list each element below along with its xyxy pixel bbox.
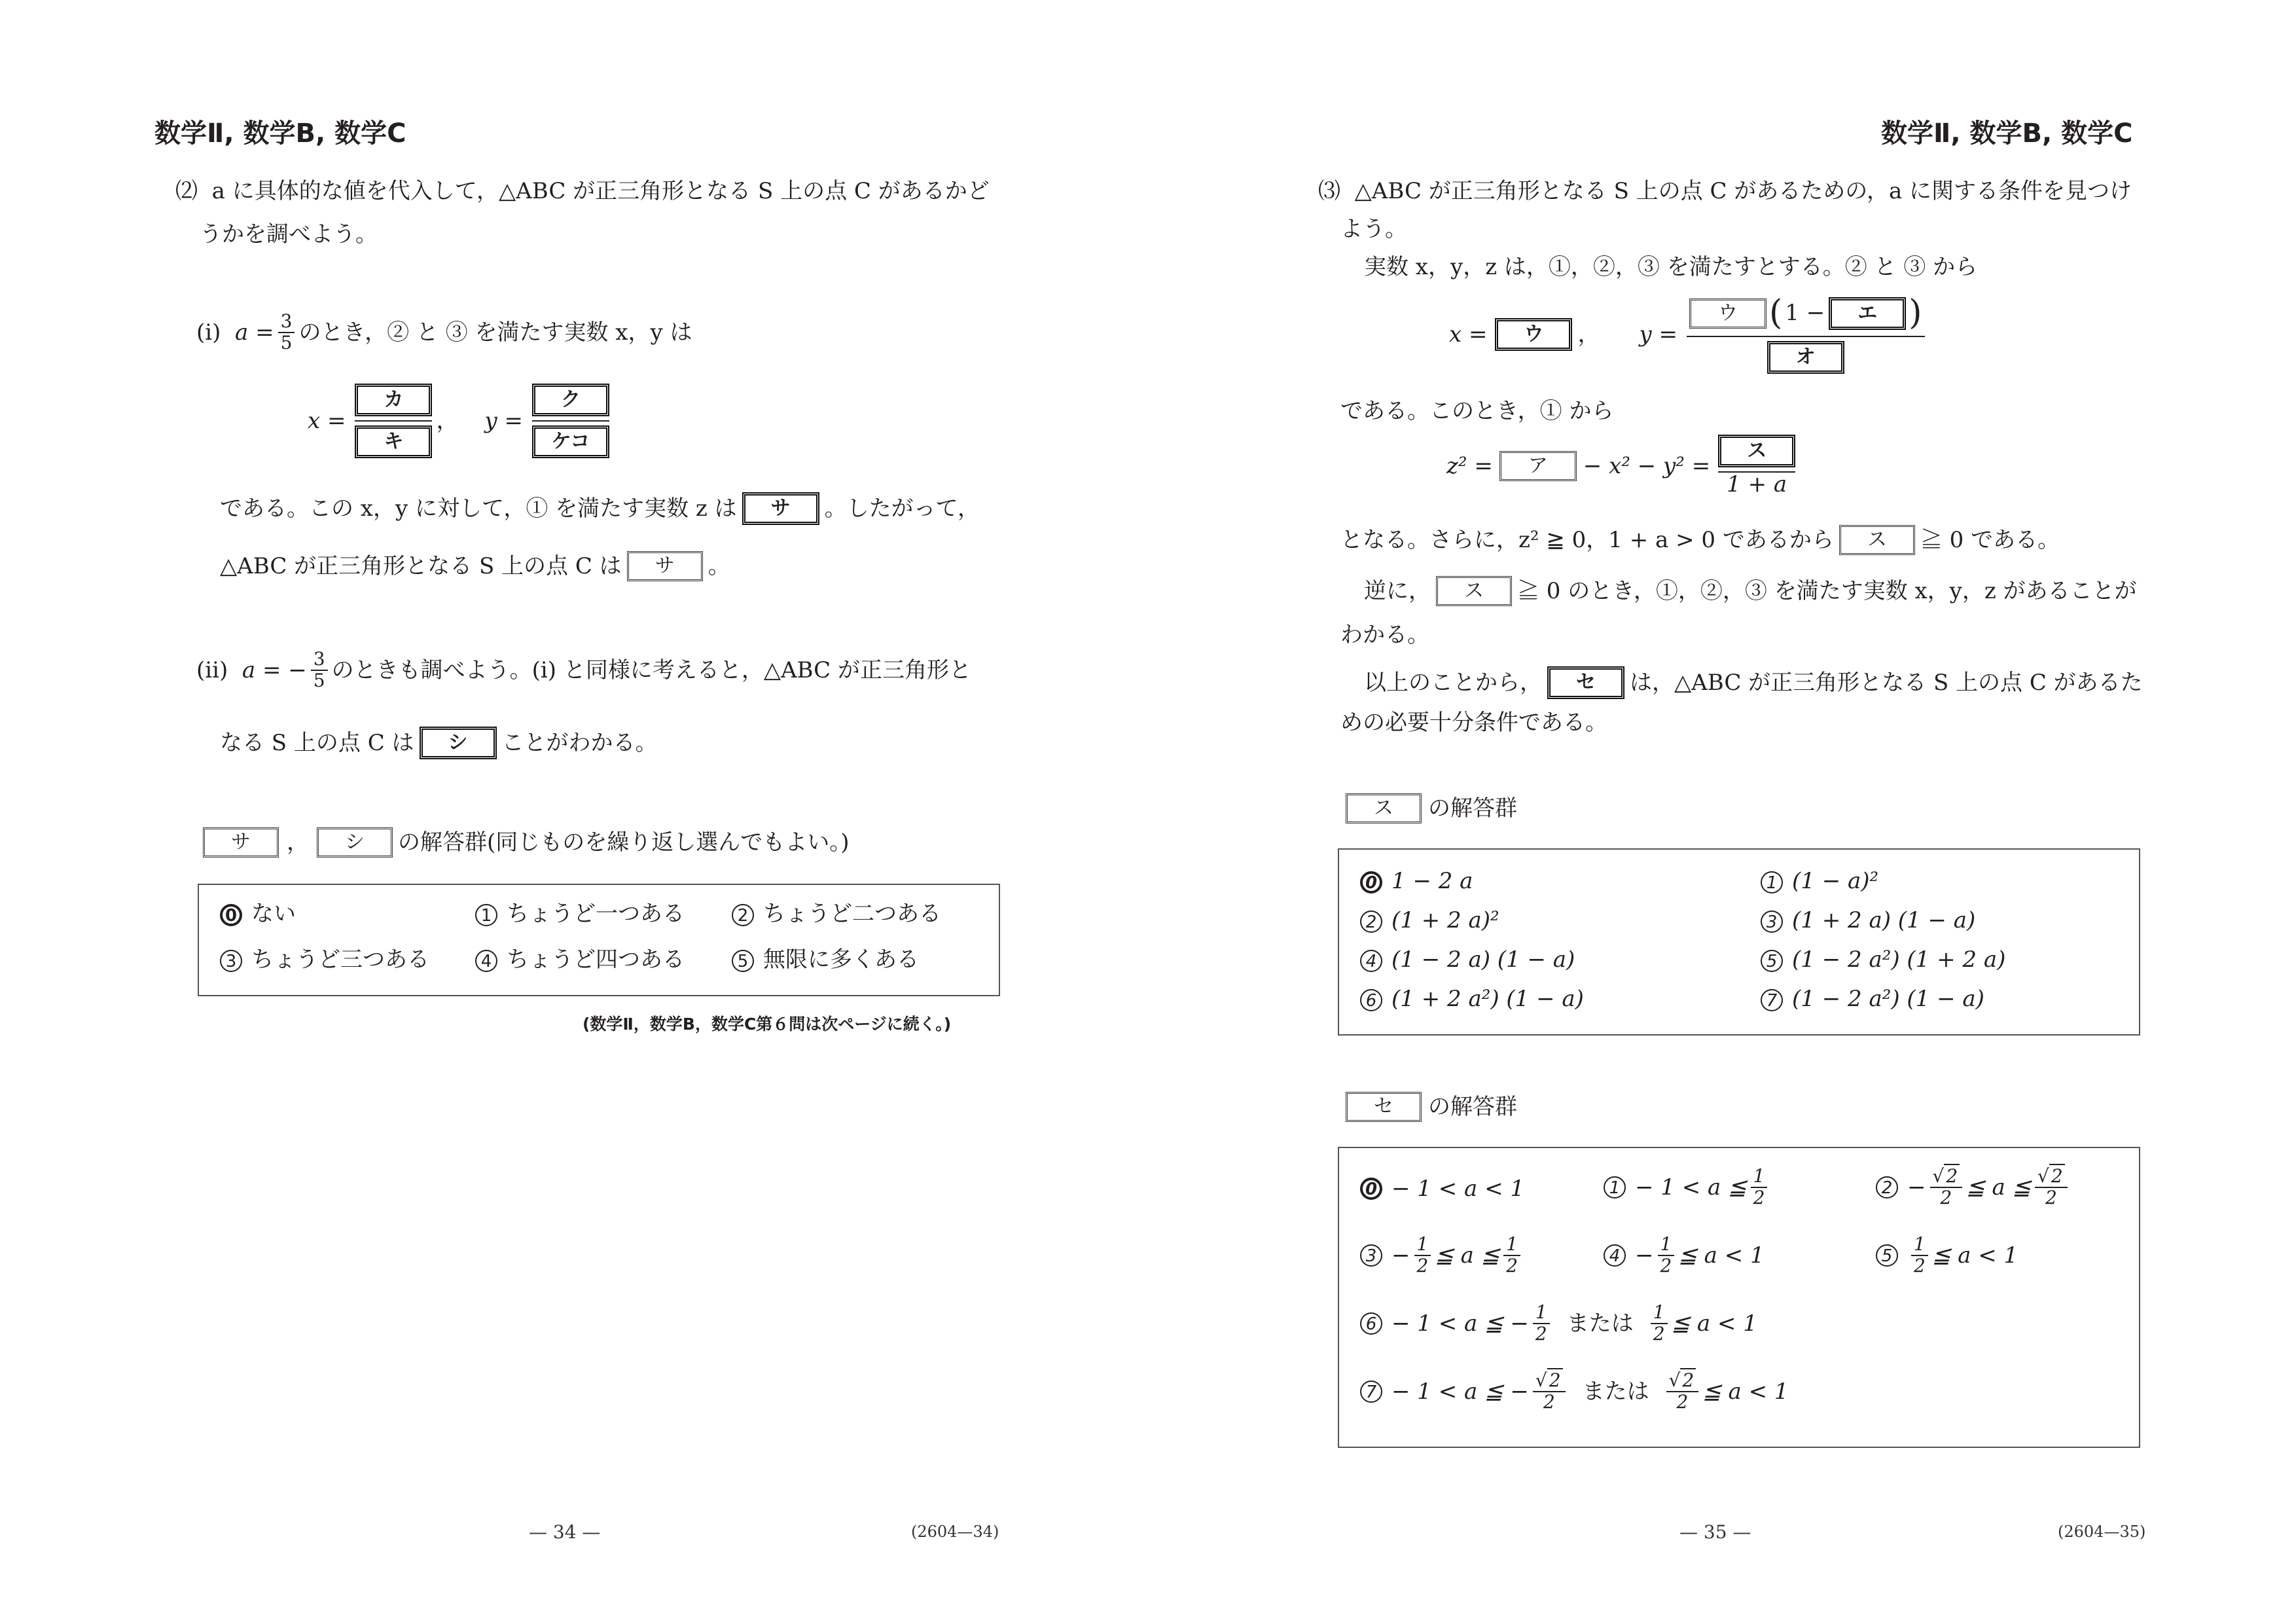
choice-number-icon: 6 [1360, 1312, 1382, 1335]
answer-box-sa-ref: サ [627, 551, 703, 581]
choice-number-icon: 1 [1761, 871, 1783, 893]
choice-number-icon: 5 [1876, 1244, 1898, 1267]
frac-den: 2 [1940, 1186, 1952, 1208]
half-fraction [1414, 1235, 1431, 1276]
choice-number-icon: 1 [475, 904, 497, 926]
choice-number-icon: 3 [220, 950, 242, 972]
choice-number-icon: 4 [1604, 1244, 1626, 1267]
choice-number-icon: 3 [1360, 1244, 1382, 1267]
answer-group-label: の解答群 [1428, 1094, 1517, 1120]
frac-num: 1 [1914, 1233, 1926, 1255]
y-fraction [532, 384, 609, 458]
choice-number-icon: 6 [1360, 989, 1382, 1011]
frac-den: 2 [1416, 1254, 1429, 1276]
sqrt2-half-fraction: $\frac{√ 2}{2}$ [1533, 1371, 1566, 1413]
su-choices-frame [1338, 848, 2140, 1036]
su-choice-7[interactable] [1761, 986, 1984, 1012]
frac-den: 5 [313, 669, 325, 691]
frac-num: 1 [1660, 1233, 1672, 1255]
frac-num: 3 [280, 310, 293, 332]
choice-text: − [1907, 1174, 1926, 1200]
se-choices-frame [1338, 1147, 2140, 1448]
se-choice-5[interactable] [1876, 1235, 2018, 1276]
sub-i-eq: a = [235, 319, 274, 346]
frac-den: 2 [1535, 1322, 1547, 1344]
answer-choices-frame [198, 884, 1000, 996]
frac-den: 2 [1653, 1322, 1665, 1344]
frac-num: 1 [1653, 1301, 1665, 1323]
z2-mid: − x² − y² = [1583, 452, 1711, 479]
choice-text: (1 − 2 a²) (1 + 2 a) [1792, 947, 2006, 973]
choice-text: または [1566, 1310, 1634, 1337]
answer-group-heading [203, 827, 850, 857]
comma: ， [436, 408, 459, 434]
frac-den: 2 [1543, 1390, 1555, 1413]
frac-den: 2 [1506, 1254, 1518, 1276]
choice-text: ちょうど三つある [251, 947, 429, 973]
choice-text: ≦ a ≦ [1966, 1174, 2032, 1200]
x-label: x = [308, 408, 346, 434]
page-code: (2604—35) [2058, 1523, 2146, 1541]
paren-one-minus: 1 − [1785, 299, 1825, 326]
line-ijo [1364, 666, 2143, 699]
choice-text: または [1582, 1378, 1649, 1405]
part2-number: ⑵ [175, 178, 198, 204]
sub-i-label: (i) [196, 319, 221, 346]
choice-text: (1 + 2 a)² [1391, 907, 1499, 933]
choice-text: (1 − 2 a) (1 − a) [1391, 947, 1575, 973]
sub-ii-line2 [220, 727, 658, 759]
se-answer-heading [1346, 1092, 1517, 1122]
choice-number-icon: 3 [1761, 911, 1783, 933]
line-gyaku [1364, 576, 2137, 606]
choice-text: (1 − 2 a²) (1 − a) [1792, 986, 1984, 1012]
line-wakaru: わかる。 [1340, 622, 1429, 648]
line-gyaku-pre: 逆に， [1364, 578, 1431, 604]
line-gyaku-post: ≧ 0 のとき，①，②，③ を満たす実数 x，y，z があることが [1517, 578, 2137, 604]
choice-text: − 1 < a ≦ [1635, 1174, 1747, 1200]
choice-number-icon: 2 [1876, 1176, 1898, 1199]
fraction-3-5 [278, 312, 295, 353]
sqrt2-half-fraction: $\frac{√ 2}{2}$ [2035, 1166, 2068, 1208]
continue-note: (数学Ⅱ，数学B，数学C第６問は次ページに続く。) [583, 1015, 952, 1034]
choice-text: ≦ a ≦ [1435, 1242, 1500, 1269]
choice-number-icon: 7 [1761, 989, 1783, 1011]
y-numerator: ウ ( 1 − エ ) [1687, 295, 1925, 332]
comma: ， [1577, 321, 1600, 348]
line-ijo-pre: 以上のことから， [1364, 670, 1542, 696]
x-label: x = [1449, 321, 1488, 348]
page-number: — 34 — [529, 1521, 601, 1543]
choice-text: (1 + 2 a²) (1 − a) [1391, 986, 1584, 1012]
part3-intro [1318, 178, 2132, 204]
answer-group-label: の解答群(同じものを繰り返し選んでもよい。) [398, 829, 850, 856]
answer-box-se[interactable]: セ [1547, 666, 1624, 699]
page-header: 数学Ⅱ, 数学B, 数学C [1881, 118, 2133, 149]
ref-box-se: セ [1346, 1092, 1422, 1122]
choice-number-icon: 5 [1761, 950, 1783, 972]
choice-text: 無限に多くある [763, 947, 919, 973]
answer-box-u[interactable]: ウ [1495, 318, 1572, 351]
choice-text: − [1635, 1242, 1654, 1269]
su-choice-2[interactable] [1360, 907, 1499, 933]
line-ijo-post: は，△ABC が正三角形となる S 上の点 C があるた [1630, 670, 2143, 696]
page-header: 数学Ⅱ, 数学B, 数学C [154, 118, 406, 149]
z-squared-row [1446, 435, 1799, 497]
frac-den: 2 [2045, 1186, 2057, 1208]
su-fraction [1718, 435, 1795, 497]
frac-num: 1 [1506, 1233, 1518, 1255]
half-fraction [1911, 1235, 1928, 1276]
choice-text: ちょうど二つある [763, 901, 941, 927]
ii-line2-post: ことがわかる。 [501, 730, 658, 756]
den-1pa: 1 + a [1727, 471, 1787, 497]
line-naru-pre: となる。さらに，z² ≧ 0，1 + a > 0 であるから [1340, 527, 1834, 553]
frac-den: 2 [1914, 1254, 1926, 1276]
frac-num: 1 [1416, 1233, 1429, 1255]
su-choice-4[interactable] [1360, 947, 1575, 973]
half-fraction [1533, 1303, 1550, 1344]
line-point-c-sa [220, 551, 730, 581]
ref-box-shi: シ [317, 827, 393, 857]
line-a-post: 。したがって， [824, 496, 980, 522]
half-fraction [1751, 1166, 1768, 1208]
choice-5[interactable] [732, 947, 919, 973]
answer-box-ki[interactable]: キ [355, 425, 432, 458]
right-page [1148, 0, 2296, 1624]
answer-box-e[interactable]: エ [1829, 297, 1906, 330]
choice-text: 1 − 2 a [1391, 868, 1473, 894]
se-choice-1[interactable] [1604, 1166, 1771, 1208]
choice-text: ちょうど一つある [507, 901, 685, 927]
choice-number-icon: 0 [1360, 871, 1382, 893]
choice-text: − 1 < a < 1 [1391, 1176, 1525, 1202]
answer-box-o[interactable]: オ [1767, 341, 1844, 374]
answer-box-sa[interactable]: サ [742, 492, 819, 525]
half-fraction [1658, 1235, 1675, 1276]
choice-number-icon: 7 [1360, 1380, 1382, 1403]
answer-box-ku[interactable]: ク [532, 384, 609, 416]
choice-number-icon: 2 [732, 904, 754, 926]
se-choice-7[interactable] [1360, 1371, 1789, 1413]
ref-box-su: ス [1839, 525, 1915, 555]
choice-number-icon: 2 [1360, 911, 1382, 933]
choice-2[interactable] [732, 901, 941, 927]
page-number: — 35 — [1679, 1521, 1751, 1543]
part3-line3: 実数 x，y，z は，①，②，③ を満たすとする。② と ③ から [1364, 254, 1978, 280]
choice-number-icon: 4 [1360, 950, 1382, 972]
part2-line1: a に具体的な値を代入して，△ABC が正三角形となる S 上の点 C があるかど [211, 178, 990, 204]
answer-box-keko[interactable]: ケコ [532, 425, 609, 458]
sqrt2-half-fraction: $\frac{√ 2}{2}$ [1666, 1371, 1699, 1413]
choice-text: ≦ a < 1 [1931, 1242, 2018, 1269]
answer-box-su[interactable]: ス [1718, 435, 1795, 467]
frac-num: 1 [1753, 1165, 1765, 1187]
ref-box-sa: サ [203, 827, 279, 857]
se-choice-4[interactable] [1604, 1235, 1765, 1276]
choice-text: ちょうど四つある [507, 947, 685, 973]
su-choice-6[interactable] [1360, 986, 1584, 1012]
part3-number: ⑶ [1318, 178, 1340, 204]
x-fraction [355, 384, 432, 458]
y-label: y = [1639, 321, 1677, 348]
choice-number-icon: 1 [1604, 1176, 1626, 1199]
sub-ii-statement [196, 649, 971, 691]
fraction-3-5-neg [311, 649, 328, 691]
line-b-pre: △ABC が正三角形となる S 上の点 C は [220, 553, 622, 579]
choice-number-icon: 0 [220, 904, 242, 926]
su-choice-5[interactable] [1761, 947, 2005, 973]
line-naru-post: ≧ 0 である。 [1920, 527, 2060, 553]
su-choice-3[interactable] [1761, 907, 1975, 933]
ref-box-u: ウ [1689, 298, 1767, 329]
line-a-pre: である。この x，y に対して，① を満たす実数 z は [220, 496, 737, 522]
sub-ii-eq: a = − [242, 657, 307, 683]
sub-ii-label: (ii) [196, 657, 228, 683]
line-z-sa [220, 492, 980, 525]
choice-text: − 1 < a ≦ − [1391, 1310, 1529, 1337]
choice-number-icon: 4 [475, 950, 497, 972]
part3-line1: △ABC が正三角形となる S 上の点 C があるための，a に関する条件を見つけ [1354, 178, 2132, 204]
part3-line2: よう。 [1340, 216, 1407, 242]
line-b-post: 。 [708, 553, 730, 579]
choice-1[interactable] [475, 901, 685, 927]
ref-box-a: ア [1499, 451, 1577, 481]
choice-text: (1 + 2 a) (1 − a) [1792, 907, 1976, 933]
choice-text: ≦ a < 1 [1678, 1242, 1765, 1269]
choice-number-icon: 0 [1360, 1178, 1382, 1200]
xy-answer-row [308, 384, 613, 458]
choice-text: ない [251, 901, 296, 927]
half-fraction [1503, 1235, 1520, 1276]
su-choice-1[interactable] [1761, 868, 1878, 894]
line-dearu: である。このとき，① から [1340, 398, 1614, 424]
frac-num: 3 [313, 648, 325, 670]
half-fraction [1651, 1303, 1668, 1344]
xy-general-row [1449, 295, 1929, 374]
se-choice-6[interactable] [1360, 1303, 1757, 1344]
sqrt2-half-fraction: $\frac{√ 2}{2}$ [1930, 1166, 1963, 1208]
sqrt-arg: 2 [2049, 1164, 2065, 1187]
frac-den: 5 [280, 331, 293, 353]
su-choice-0[interactable] [1360, 868, 1473, 894]
choice-text: ≦ a < 1 [1671, 1310, 1757, 1337]
line-hitsuyo: めの必要十分条件である。 [1340, 710, 1607, 736]
y-fraction [1687, 295, 1925, 374]
se-choice-2[interactable] [1876, 1166, 2072, 1208]
choice-text: (1 − a)² [1792, 868, 1879, 894]
su-answer-heading [1346, 793, 1517, 823]
frac-num: 1 [1535, 1301, 1547, 1323]
se-choice-3[interactable] [1360, 1235, 1524, 1276]
comma: ， [287, 829, 309, 856]
ii-line2-pre: なる S 上の点 C は [220, 730, 414, 756]
part2-intro [175, 178, 990, 204]
part2-line2: うかを調べよう。 [200, 221, 378, 247]
frac-den: 2 [1676, 1390, 1689, 1413]
sub-i-text: のとき，② と ③ を満たす実数 x，y は [298, 319, 692, 346]
sqrt-arg: 2 [1547, 1368, 1563, 1391]
page-code: (2604—34) [911, 1523, 999, 1541]
se-choice-0[interactable] [1360, 1176, 1524, 1202]
frac-den: 2 [1753, 1186, 1765, 1208]
answer-group-label: の解答群 [1428, 795, 1517, 821]
sub-i-statement [196, 312, 692, 353]
ref-box-su: ス [1436, 576, 1512, 606]
sqrt-arg: 2 [1680, 1368, 1696, 1391]
choice-text: ≦ a < 1 [1702, 1378, 1789, 1405]
sqrt-arg: 2 [1944, 1164, 1960, 1187]
answer-box-shi[interactable]: シ [420, 727, 497, 759]
choice-0[interactable] [220, 901, 296, 927]
y-label: y = [484, 408, 523, 434]
choice-text: − [1391, 1242, 1410, 1269]
line-naru [1340, 525, 2060, 555]
choice-4[interactable] [475, 947, 685, 973]
frac-den: 2 [1660, 1254, 1672, 1276]
sub-ii-text: のときも調べよう。(i) と同様に考えると，△ABC が正三角形と [331, 657, 971, 683]
z2-lhs: z² = [1446, 452, 1493, 479]
ref-box-su: ス [1346, 793, 1422, 823]
choice-3[interactable] [220, 947, 429, 973]
answer-box-ka[interactable]: カ [355, 384, 432, 416]
choice-text: − 1 < a ≦ − [1391, 1378, 1529, 1405]
choice-number-icon: 5 [732, 950, 754, 972]
